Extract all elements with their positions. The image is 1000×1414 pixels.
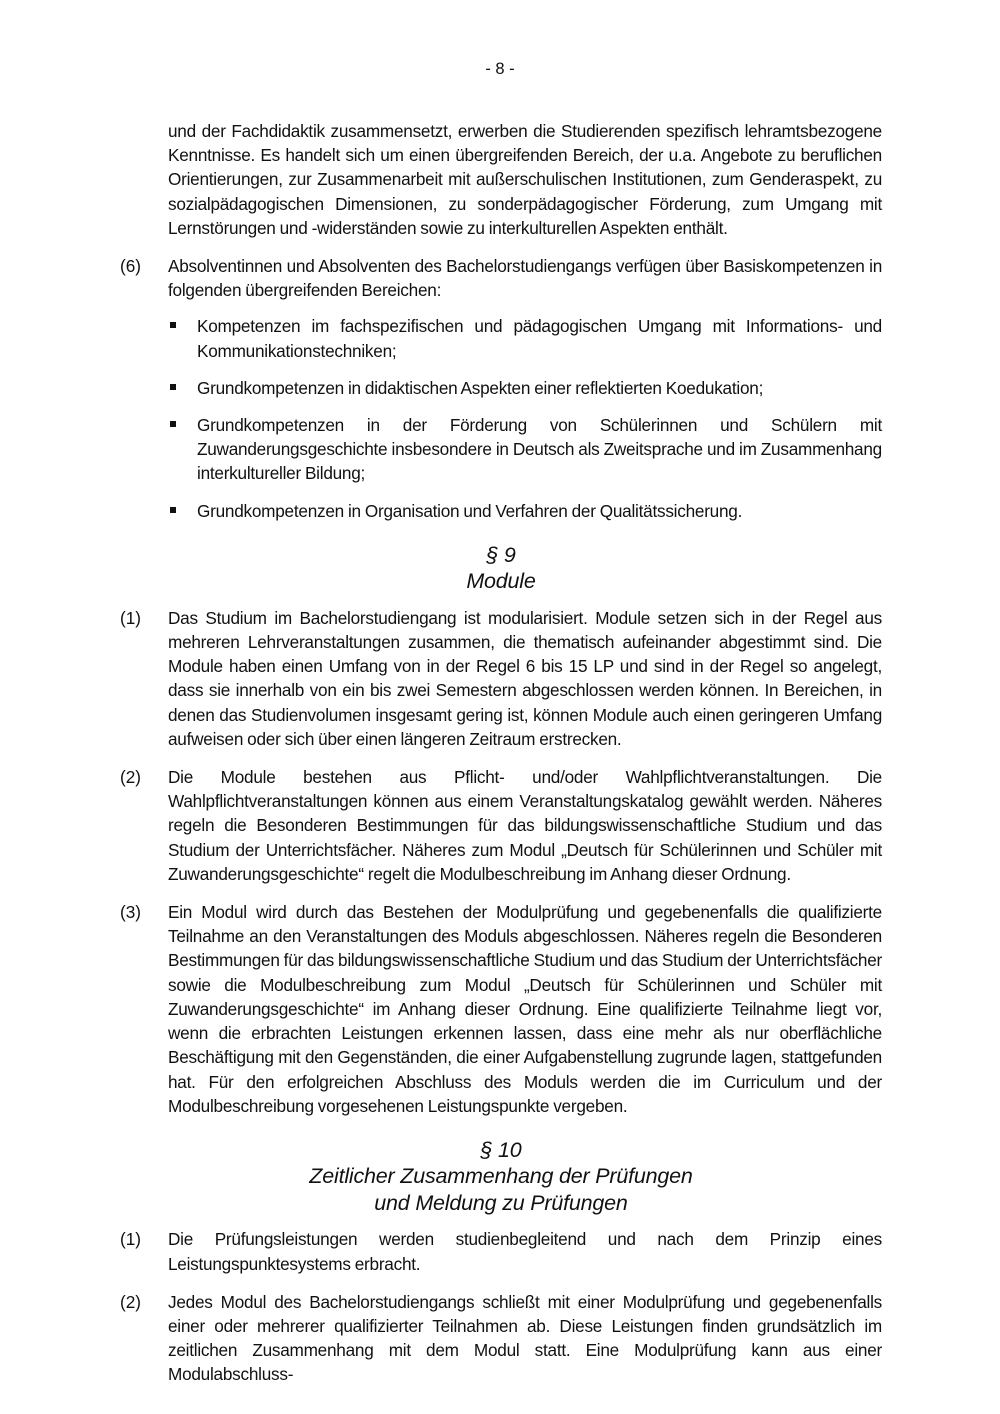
list-item (168, 499, 882, 523)
paragraph-text: Das Studium im Bachelorstudiengang ist modularisiert. Module setzen sich in der Regel aus mehreren Lehrveranstaltungen zusammen, die thematisch aufeinander abgestimmt sind. Die Module haben einen Umfang von in der Regel 6 bis 15 LP und sind in der Regel so angelegt, dass sie innerhalb von ein bis zwei Semestern abgeschlossen werden können. In Bereichen, in denen das Studienvolumen insgesamt gering ist, können Module auch einen geringeren Umfang aufweisen oder sich über einen längeren Zeitraum erstrecken. (168, 607, 882, 749)
square-bullet-icon (170, 421, 176, 427)
paragraph-text: Ein Modul wird durch das Bestehen der Modulprüfung und gegebenenfalls die qualifizierte Teilnahme an den Veranstaltungen des Moduls abgeschlossen. Näheres regeln die Besonderen Bestimmungen für das bildungswissenschaftliche Studium und das Studium der Unterrichtsfächer sowie die Modulbeschreibung zum Modul „Deutsch für Schülerinnen und Schüler mit Zuwanderungsgeschichte“ im Anhang dieser Ordnung. Eine qualifizierte Teilnahme liegt vor, wenn die erbrachten Leistungen erkennen lassen, dass eine mehr als nur oberflächliche Beschäftigung mit den Gegenständen, die einer Aufgabenstellung zugrunde lagen, stattgefunden hat. Für den erfolgreichen Abschluss des Moduls werden die im Curriculum und der Modulbeschreibung vorgesehenen Leistungspunkte vergeben. (168, 902, 882, 1116)
section-10-paragraph-2 (120, 1290, 882, 1387)
paragraph-number: (2) (120, 1291, 142, 1312)
paragraph-text: Absolventinnen und Absolventen des Bachelorstudiengangs verfügen über Basiskompetenzen in folgenden übergreifenden Bereichen: (168, 256, 882, 301)
square-bullet-icon (170, 507, 176, 513)
paragraph-number: (3) (120, 902, 142, 923)
section-symbol: § 9 (486, 542, 516, 567)
list-item-text: Grundkompetenzen in Organisation und Verfahren der Qualitätssicherung. (197, 500, 743, 521)
section-symbol: § 10 (480, 1137, 522, 1162)
section-9-paragraph-2 (120, 765, 882, 886)
paragraph-number: (2) (120, 767, 142, 788)
list-item-text: Kompetenzen im fachspezifischen und pädagogischen Umgang mit Informations- und Kommunikationstechniken; (197, 316, 882, 361)
paragraph-number: (6) (120, 256, 142, 277)
page-number: - 8 - (485, 60, 515, 78)
intro-paragraph: und der Fachdidaktik zusammensetzt, erwerben die Studierenden spezifisch lehramtsbezogene Kenntnisse. Es handelt sich um einen übergreifenden Bereich, der u.a. Angebote zu beruflichen Orientierungen, zur Zusammenarbeit mit außerschulischen Institutionen, zum Genderaspekt, zu sozialpädagogischen Dimensionen, zu sonderpädagogischer Förderung, zum Umgang mit Lernstörungen und -widerständen sowie zu interkulturellen Aspekten enthält. (168, 121, 882, 238)
list-item-text: Grundkompetenzen in didaktischen Aspekten einer reflektierten Koedukation; (197, 377, 764, 398)
section-10-heading (120, 1137, 882, 1217)
competence-list (168, 314, 882, 522)
list-item (168, 413, 882, 486)
paragraph-6 (120, 254, 882, 523)
document-body (120, 119, 882, 1401)
list-item-text: Grundkompetenzen in der Förderung von Schülerinnen und Schülern mit Zuwanderungsgeschichte insbesondere in Deutsch als Zweitsprache und im Zusammenhang interkultureller Bildung; (197, 415, 882, 484)
square-bullet-icon (170, 322, 176, 328)
paragraph-text: Die Prüfungsleistungen werden studienbegleitend und nach dem Prinzip eines Leistungspunktesystems erbracht. (168, 1229, 882, 1274)
section-10-paragraph-1 (120, 1227, 882, 1275)
section-title: Module (466, 569, 536, 594)
paragraph-number: (1) (120, 1229, 142, 1250)
paragraph-number: (1) (120, 607, 142, 628)
section-9-paragraph-3 (120, 900, 882, 1118)
paragraph-text: Die Module bestehen aus Pflicht- und/oder Wahlpflichtveranstaltungen. Die Wahlpflichtveranstaltungen können aus einem Veranstaltungskatalog gewählt werden. Näheres regeln die Besonderen Bestimmungen für das bildungswissenschaftliche Studium und das Studium der Unterrichtsfächer. Näheres zum Modul „Deutsch für Schülerinnen und Schüler mit Zuwanderungsgeschichte“ regelt die Modulbeschreibung im Anhang dieser Ordnung. (168, 767, 882, 884)
section-9-paragraph-1 (120, 606, 882, 751)
section-title-line-2: und Meldung zu Prüfungen (374, 1190, 628, 1215)
list-item (168, 376, 882, 400)
square-bullet-icon (170, 384, 176, 390)
paragraph-text: Jedes Modul des Bachelorstudiengangs schließt mit einer Modulprüfung und gegebenenfalls einer oder mehrerer qualifizierter Teilnahmen ab. Diese Leistungen finden grundsätzlich im zeitlichen Zusammenhang mit dem Modul statt. Eine Modulprüfung kann aus einer Modulabschluss- (168, 1291, 882, 1385)
section-title-line-1: Zeitlicher Zusammenhang der Prüfungen (309, 1164, 693, 1189)
list-item (168, 314, 882, 362)
section-9-heading (120, 542, 882, 595)
